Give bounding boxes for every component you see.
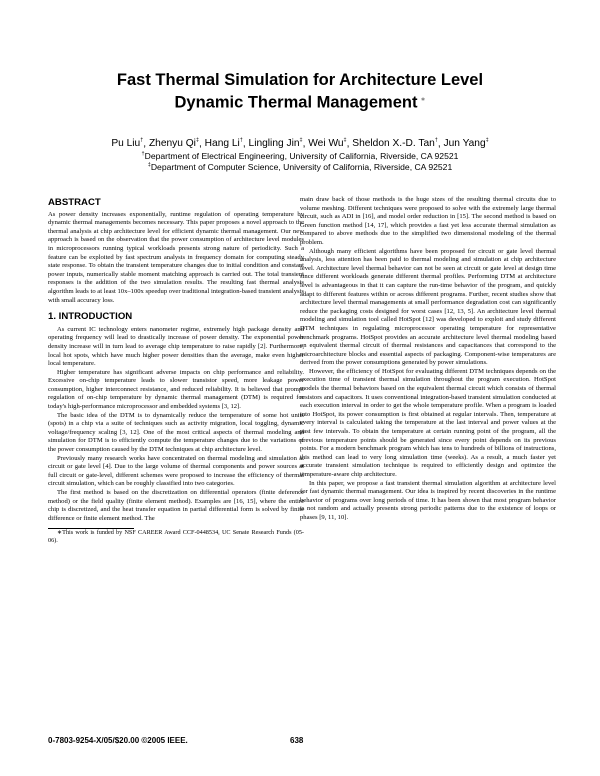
intro-paragraph-3: The basic idea of the DTM is to dynamically reduce the temperature of some hot units (spots) in a chip via a suite of techniques such as activity migration, local toggling, dynamic voltage/frequency scaling [3, 12]. One of the most critical aspects of thermal modeling and simulation for DTM is to efficiently compute the temperature changes due to the variations of the power consumption caused by the DTM techniques at chip architecture level. xyxy=(48,411,304,454)
intro-paragraph-5: The first method is based on the discretization on differential operators (finite deference method) or the field quality (finite element method). Examples are [16, 15], where the entire chip is discretized, and the heat transfer equation in partial differential form is solved by finite difference or finite element method. The xyxy=(48,489,304,522)
introduction-heading: 1. INTRODUCTION xyxy=(48,311,133,323)
intro-paragraph-8: In this paper, we propose a fast transient thermal simulation algorithm at architecture level for fast dynamic thermal management. Our idea is inspired by recent discoveries in the runtime behavior of programs over long periods of time. It has been shown that most program behavior is not random and actually presents strong periodic patterns due to the existence of loops or phases [9, 11, 10]. xyxy=(300,479,556,521)
intro-paragraph-5-cont: main draw back of those methods is the huge sizes of the resulting thermal circuits due to volume meshing. Different techniques were proposed to solve with the extremely large thermal circuit, such as ADI in [16], and model order reduction in [15]. The second method is based on Green function method [14, 17], which provides a fast yet less accurate thermal simulation as compared to above methods due to the simplified two dimensional modeling of the thermal problem. xyxy=(300,196,556,246)
left-column xyxy=(48,199,304,545)
author-3: Hang Li† xyxy=(204,138,243,150)
author-2: Zhenyu Qi‡ xyxy=(148,138,199,150)
page-number: 638 xyxy=(290,736,304,745)
intro-paragraph-1: As current IC technology enters nanometer regime, extremely high package density and operating frequency will lead to drastically increase of power density. The exponential power density increase will in turn lead to average chip temperature to raise rapidly [2]. Furthermore, local hot spots, which have much higher power densities than the average, make even higher local temperature. xyxy=(48,325,304,368)
copyright-footer: 0-7803-9254-X/05/$20.00 ©2005 IEEE. xyxy=(48,736,188,745)
affiliation-ee: †Department of Electrical Engineering, University of California, Riverside, CA 92521 xyxy=(141,150,459,161)
title-footnote-mark: ∗ xyxy=(420,97,426,103)
paper-title xyxy=(0,70,600,113)
author-1: Pu Liu† xyxy=(111,138,144,150)
author-4: Lingling Jin‡ xyxy=(248,138,303,150)
affiliation-cs: ‡Department of Computer Science, University of California, Riverside, CA 92521 xyxy=(147,161,453,172)
intro-paragraph-2: Higher temperature has significant adverse impacts on chip performance and reliability. Excessive on-chip temperature leads to slower transistor speed, more leakage power consumption, higher interconnect resistance, and reduced reliability. It is believed that prompt regulation of on-chip temperature by dynamic thermal management (DTM) is required for today's high-performance microprocessor and embedded systems [3, 12]. xyxy=(48,368,304,411)
right-column xyxy=(300,196,556,523)
abstract-text: As power density increases exponentially, runtime regulation of operating temperature by dynamic thermal managements becomes necessary. This paper proposes a novel approach to the thermal analysis at chip architecture level for efficient dynamic thermal management. Our new approach is based on the observation that the power consumption of architecture level modules in microprocessors running typical workloads presents strong nature of periodicity. Such a feature can be exploited by fast spectrum analysis in frequency domain for computing steady state response. To obtain the transient temperature changes due to initial condition and constant power inputs, numerically stable moment matching approach is carried out. The total transient responses is the addition of the two simulation results. The resulting fast thermal analysis algorithm leads to at least 10x–100x speedup over traditional integration-based transient analysis with small accuracy loss. xyxy=(48,210,304,304)
author-7: Jun Yang‡ xyxy=(443,138,489,150)
title-line-2-text: Dynamic Thermal Management xyxy=(174,93,418,112)
author-list: Pu Liu†, Zhenyu Qi‡, Hang Li†, Lingling Jin‡, Wei Wu‡, Sheldon X.-D. Tan†, Jun Yang‡ xyxy=(111,138,489,150)
author-6: Sheldon X.-D. Tan† xyxy=(352,138,438,150)
title-line-1: Fast Thermal Simulation for Architecture Level xyxy=(116,71,484,89)
funding-footnote: ∗This work is funded by NSF CAREER Award CCF-0448534, UC Senate Research Funds (05-06). xyxy=(48,529,304,545)
author-5: Wei Wu‡ xyxy=(308,138,347,150)
abstract-heading: ABSTRACT xyxy=(48,197,101,208)
intro-paragraph-6: Although many efficient algorithms have been proposed for circuit or gate level thermal analysis, less attention has been paid to thermal modeling and simulation at chip architecture level. Architecture level thermal behavior can not be seen at circuit or gate level at design time since different workloads generate different thermal profiles. Performing DTM at architecture level is advantageous in that it can capture the run-time behavior of the program, and quickly adapt to different features within or across different programs. Further, recent studies show that architecture level thermal managements at small performance degradation cost can significantly reduce the packaging costs designed for worst cases [12, 13, 5]. An architecture level thermal modeling and simulation tool called HotSpot [12] was developed to exploit and study different DTM techniques in regulating microprocessor operating temperature for representative benchmark programs. HotSpot provides an accurate architecture level thermal modeling based on equivalent thermal circuit of thermal resistances and capacitances that correspond to the microarchitecture blocks and essential aspects of packaging. Component-wise temperatures are derived from the power consumptions generated by power simulations. xyxy=(300,247,556,367)
title-line-2 xyxy=(0,90,600,113)
intro-paragraph-4: Previously many research works have concentrated on thermal modeling and simulation at circuit or gate level [4]. Due to the large volume of thermal components and power sources at full circuit or gate-level, different schemes were proposed to increase the efficiency of thermal circuit simulation, which can be roughly classified into two categories. xyxy=(48,454,304,488)
intro-paragraph-7: However, the efficiency of HotSpot for evaluating different DTM techniques depends on the execution time of transient thermal simulation throughout the program execution. HotSpot models the thermal behaviors based on the equivalent thermal circuit which consists of thermal resistors and capacitors. It uses conventional integration-based transient simulation conducted at each execution interval in order to get the whole temperature profile. When a program is loaded into HotSpot, its power consumption is first obtained at regular intervals. Then, temperature at every interval is calculated taking the temperature at the last interval and power values at the past few intervals. To obtain the temperature at certain running point of the program, all the previous temperature points should be generated since every point depends on its previous points. For a modern benchmark program which has tens to hundreds of billions of instructions, this method can lead to very long simulation time (weeks). As a result, a much faster yet accurate transient simulation technique is required to efficiently design and optimize the temperature-aware chip architecture. xyxy=(300,367,556,478)
